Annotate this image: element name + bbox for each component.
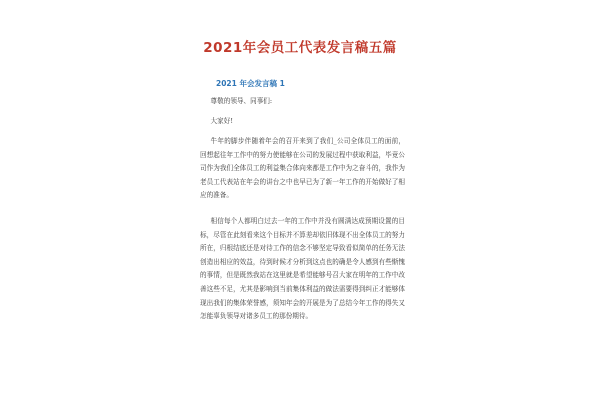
greeting-paragraph: 尊敬的领导、同事们: <box>210 97 273 105</box>
body-paragraph-1: 牛年的脚步伴随着年会的召开来到了我们_公司全体员工的面前，回想起往年工作中的努力使能够在公司的发展过程中获取利益，毕竟公司作为我们全体员工的利益集合体向来都是工作中为之奋斗的，我作为老员工代表站在年会的讲台之中也早已为了新一年工作的开始做好了相应的准备。 <box>200 137 405 200</box>
body-paragraph-2: 相信每个人都明白过去一年的工作中并没有圆满达成预期设置的目标，尽管在此刻看来这个目标并不算差却依旧体现不出全体员工的努力所在，归根结底还是对待工作的信念不够坚定导致看似简单的任务无法创造出相应的效益，待到时候才分析到这点也的确是令人感到有些惭愧的事情，但是既然我站在这里就是希望能够号召大家在明年的工作中改善这些不足，尤其是影响到当前集体利益的做法需要得到纠正才能够体现出我们的集体荣誉感，须知年会的开展是为了总结今年工作的得失又怎能辜负领导对诸多员工的那份期待。 <box>200 217 405 321</box>
salutation-paragraph: 大家好! <box>210 117 233 125</box>
document-title: 2021年会员工代表发言稿五篇 <box>203 40 397 56</box>
section-heading: 2021 年会发言稿 1 <box>216 79 285 88</box>
